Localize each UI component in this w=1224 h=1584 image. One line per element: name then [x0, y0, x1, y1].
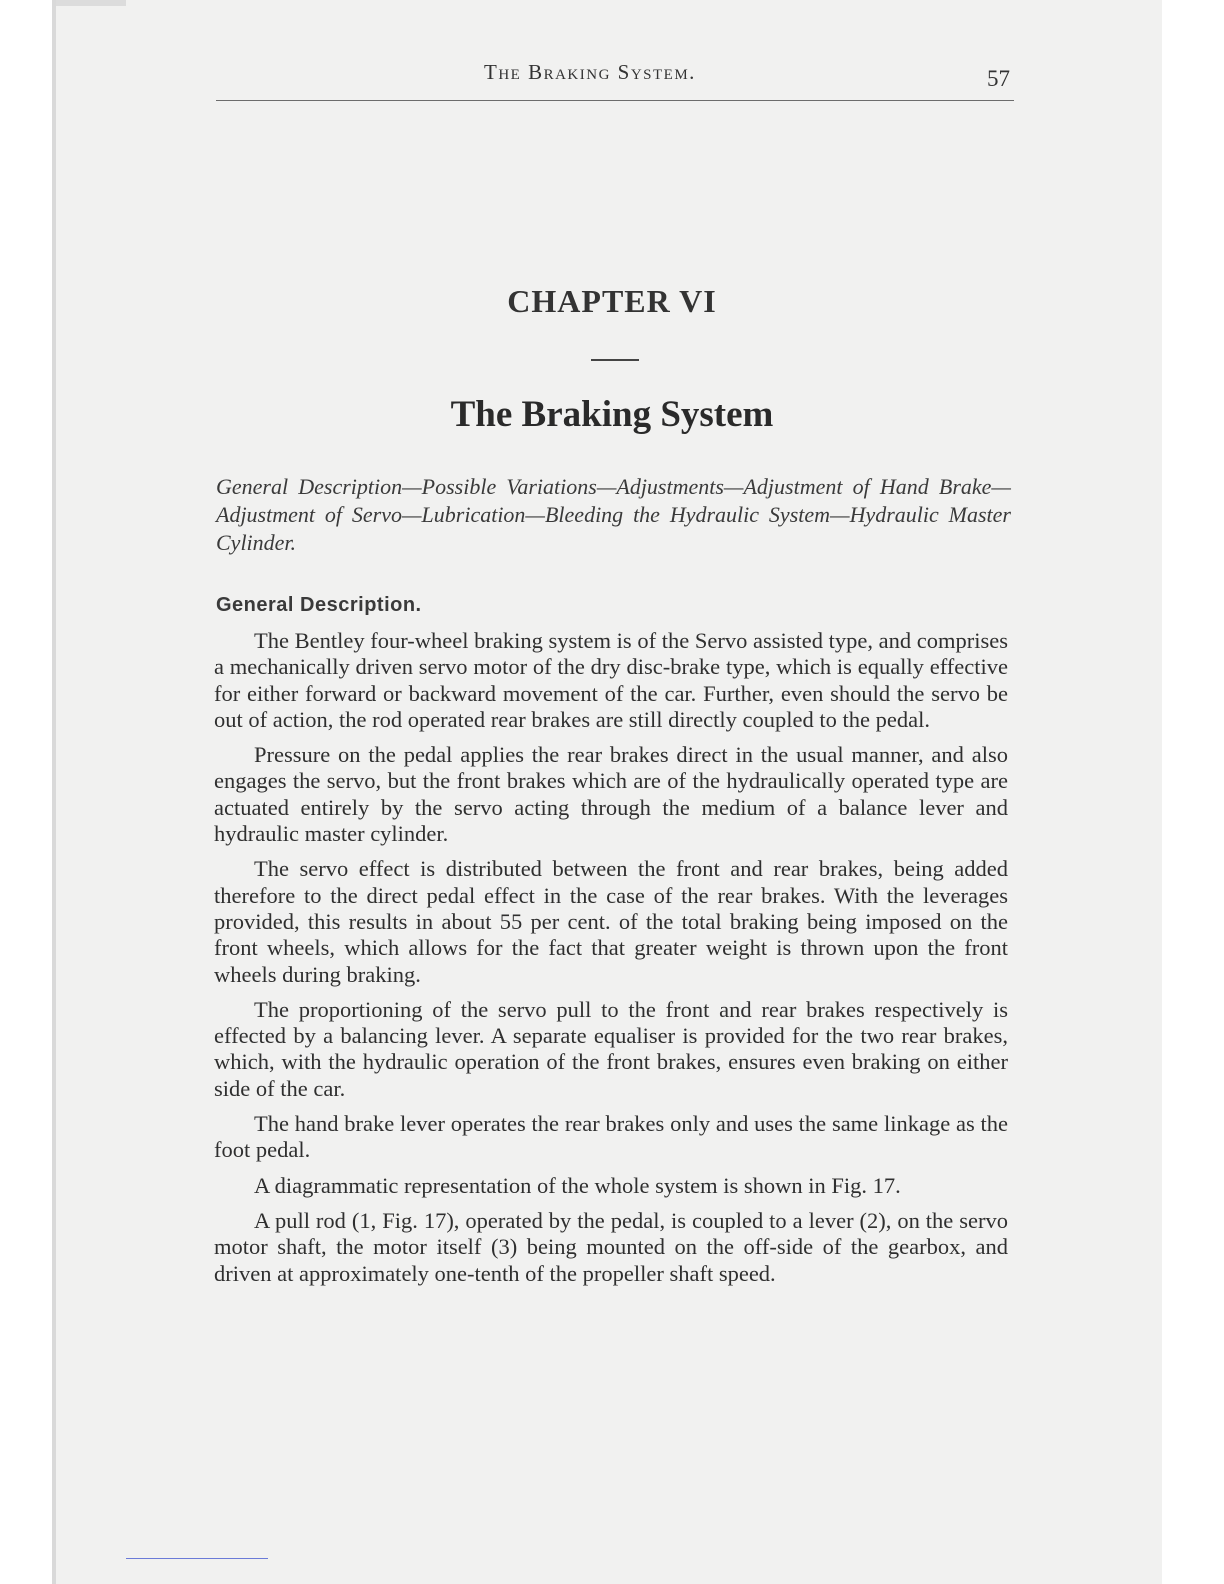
page-number: 57 — [987, 66, 1010, 91]
page-edge — [52, 0, 126, 6]
body-paragraph: A diagrammatic representation of the whole system is shown in Fig. 17. — [254, 1172, 901, 1198]
section-heading: General Description. — [216, 594, 422, 616]
chapter-synopsis: General Description—Possible Variations—Adjustments—Adjustment of Hand Brake—Adjustment of Servo—Lubrication—Bleeding the Hydraulic System—Hydraulic Master Cylinder. — [216, 474, 1011, 555]
chapter-number: CHAPTER VI — [507, 283, 717, 319]
scan-mark — [126, 1558, 268, 1559]
body-paragraph: The proportioning of the servo pull to the front and rear brakes respectively is effected by a balancing lever. A separate equaliser is provided for the two rear brakes, which, with the hydraulic operation of the front brakes, ensures even braking on either side of the car. — [214, 996, 1008, 1101]
body-paragraph: The Bentley four-wheel braking system is of the Servo assisted type, and comprises a mechanically driven servo motor of the dry disc-brake type, which is equally effective for either forward or backward movement of the car. Further, even should the servo be out of action, the rod operated rear brakes are still directly coupled to the pedal. — [214, 628, 1008, 732]
section-body — [214, 628, 1008, 1296]
page-binding-edge — [52, 0, 56, 1584]
running-title: The Braking System. — [484, 60, 696, 84]
chapter-divider — [591, 359, 639, 361]
body-paragraph: The servo effect is distributed between the front and rear brakes, being added therefore to the direct pedal effect in the case of the rear brakes. With the leverages provided, this results in about 55 per cent. of the total braking being imposed on the front wheels, which allows for the fact that greater weight is thrown upon the front wheels during braking. — [214, 856, 1008, 987]
chapter-title: The Braking System — [450, 394, 774, 435]
body-paragraph: A pull rod (1, Fig. 17), operated by the pedal, is coupled to a lever (2), on the servo motor shaft, the motor itself (3) being mounted on the off-side of the gearbox, and driven at approximately one-tenth of the propeller shaft speed. — [214, 1207, 1008, 1286]
body-paragraph: Pressure on the pedal applies the rear brakes direct in the usual manner, and also engages the servo, but the front brakes which are of the hydraulically operated type are actuated entirely by the servo acting through the medium of a balance lever and hydraulic master cylinder. — [214, 742, 1008, 847]
running-header — [216, 60, 1016, 100]
body-paragraph: The hand brake lever operates the rear brakes only and uses the same linkage as the foot pedal. — [214, 1111, 1008, 1163]
header-rule — [216, 100, 1014, 101]
